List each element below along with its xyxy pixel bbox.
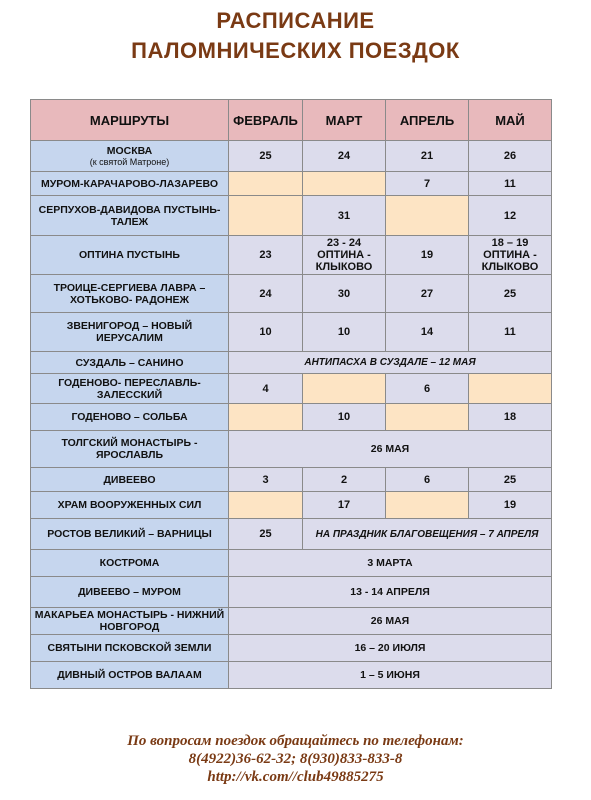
cell-april-empty	[386, 404, 469, 431]
table-row	[31, 196, 552, 236]
contact-link[interactable]: http://vk.com//club49885275	[207, 769, 384, 785]
cell-march-empty	[303, 374, 386, 404]
route-cell: СВЯТЫНИ ПСКОВСКОЙ ЗЕМЛИ	[31, 635, 229, 662]
contact-note: По вопросам поездок обращайтесь по телефонам:	[127, 733, 464, 749]
route-note: (к святой Матроне)	[89, 157, 170, 167]
cell-march: 23 - 24 ОПТИНА - КЛЫКОВО	[303, 236, 386, 275]
cell-february: 24	[229, 275, 303, 313]
route-cell: ОПТИНА ПУСТЫНЬ	[31, 236, 229, 275]
table-row	[31, 577, 552, 608]
route-cell: МУРОМ-КАРАЧАРОВО-ЛАЗАРЕВО	[31, 172, 229, 196]
table-row	[31, 374, 552, 404]
route-cell: ТРОИЦЕ-СЕРГИЕВА ЛАВРА – ХОТЬКОВО- РАДОНЕЖ	[31, 275, 229, 313]
table-row	[31, 141, 552, 172]
route-cell: СЕРПУХОВ-ДАВИДОВА ПУСТЫНЬ-ТАЛЕЖ	[31, 196, 229, 236]
cell-april-empty	[386, 196, 469, 236]
cell-february: 23	[229, 236, 303, 275]
route-cell: ДИВЕЕВО – МУРОМ	[31, 577, 229, 608]
cell-may: 26	[469, 141, 552, 172]
cell-march: 10	[303, 313, 386, 352]
cell-may: 18 – 19 ОПТИНА - КЛЫКОВО	[469, 236, 552, 275]
cell-march: 17	[303, 492, 386, 519]
route-cell: ГОДЕНОВО – СОЛЬБА	[31, 404, 229, 431]
route-name: МОСКВА	[106, 145, 153, 157]
cell-february: 4	[229, 374, 303, 404]
cell-may: 25	[469, 275, 552, 313]
cell-event-span: 1 – 5 ИЮНЯ	[229, 662, 552, 689]
cell-march-empty	[303, 172, 386, 196]
route-cell: ДИВНЫЙ ОСТРОВ ВАЛААМ	[31, 662, 229, 689]
table-row	[31, 468, 552, 492]
cell-february: 10	[229, 313, 303, 352]
cell-event-span: НА ПРАЗДНИК БЛАГОВЕЩЕНИЯ – 7 АПРЕЛЯ	[303, 519, 552, 550]
header-routes: МАРШРУТЫ	[31, 100, 229, 141]
cell-april: 6	[386, 374, 469, 404]
cell-april: 14	[386, 313, 469, 352]
table-row	[31, 275, 552, 313]
cell-april: 7	[386, 172, 469, 196]
cell-april: 21	[386, 141, 469, 172]
route-cell: СУЗДАЛЬ – САНИНО	[31, 352, 229, 374]
contact-phones: 8(4922)36-62-32; 8(930)833-833-8	[188, 751, 403, 767]
cell-april: 6	[386, 468, 469, 492]
cell-february: 25	[229, 519, 303, 550]
cell-march: 24	[303, 141, 386, 172]
cell-may: 11	[469, 313, 552, 352]
table-row	[31, 550, 552, 577]
cell-april-empty	[386, 492, 469, 519]
cell-march: 31	[303, 196, 386, 236]
cell-event-span: 13 - 14 АПРЕЛЯ	[229, 577, 552, 608]
cell-may-empty	[469, 374, 552, 404]
table-row	[31, 431, 552, 468]
route-cell: ЗВЕНИГОРОД – НОВЫЙ ИЕРУСАЛИМ	[31, 313, 229, 352]
table-header-row	[31, 100, 552, 141]
table-row	[31, 635, 552, 662]
page-title: РАСПИСАНИЕ	[216, 8, 375, 33]
table-row	[31, 519, 552, 550]
cell-may: 19	[469, 492, 552, 519]
header-may: МАЙ	[469, 100, 552, 141]
cell-february: 25	[229, 141, 303, 172]
cell-february-empty	[229, 196, 303, 236]
table-row	[31, 313, 552, 352]
route-cell: КОСТРОМА	[31, 550, 229, 577]
cell-february-empty	[229, 172, 303, 196]
header-march: МАРТ	[303, 100, 386, 141]
cell-february: 3	[229, 468, 303, 492]
cell-february-empty	[229, 404, 303, 431]
page-subtitle: ПАЛОМНИЧЕСКИХ ПОЕЗДОК	[131, 38, 460, 63]
route-cell: РОСТОВ ВЕЛИКИЙ – ВАРНИЦЫ	[31, 519, 229, 550]
table-row	[31, 404, 552, 431]
route-cell: МАКАРЬЕА МОНАСТЫРЬ - НИЖНИЙ НОВГОРОД	[31, 608, 229, 635]
schedule-table	[30, 99, 552, 689]
cell-march: 10	[303, 404, 386, 431]
cell-march: 2	[303, 468, 386, 492]
table-row	[31, 492, 552, 519]
table-row	[31, 172, 552, 196]
table-row	[31, 608, 552, 635]
cell-february-empty	[229, 492, 303, 519]
cell-may: 11	[469, 172, 552, 196]
route-cell	[31, 141, 229, 172]
route-cell: ГОДЕНОВО- ПЕРЕСЛАВЛЬ-ЗАЛЕССКИЙ	[31, 374, 229, 404]
cell-march: 30	[303, 275, 386, 313]
cell-event-span: 16 – 20 ИЮЛЯ	[229, 635, 552, 662]
table-row	[31, 352, 552, 374]
cell-event-span: 26 МАЯ	[229, 608, 552, 635]
cell-may: 18	[469, 404, 552, 431]
cell-may: 25	[469, 468, 552, 492]
cell-event-span: 26 МАЯ	[229, 431, 552, 468]
header-february: ФЕВРАЛЬ	[229, 100, 303, 141]
cell-april: 19	[386, 236, 469, 275]
route-cell: ТОЛГСКИЙ МОНАСТЫРЬ - ЯРОСЛАВЛЬ	[31, 431, 229, 468]
route-cell: ДИВЕЕВО	[31, 468, 229, 492]
table-row	[31, 236, 552, 275]
header-april: АПРЕЛЬ	[386, 100, 469, 141]
table-row	[31, 662, 552, 689]
cell-may: 12	[469, 196, 552, 236]
route-cell: ХРАМ ВООРУЖЕННЫХ СИЛ	[31, 492, 229, 519]
cell-event-span: АНТИПАСХА В СУЗДАЛЕ – 12 МАЯ	[229, 352, 552, 374]
cell-april: 27	[386, 275, 469, 313]
cell-event-span: 3 МАРТА	[229, 550, 552, 577]
